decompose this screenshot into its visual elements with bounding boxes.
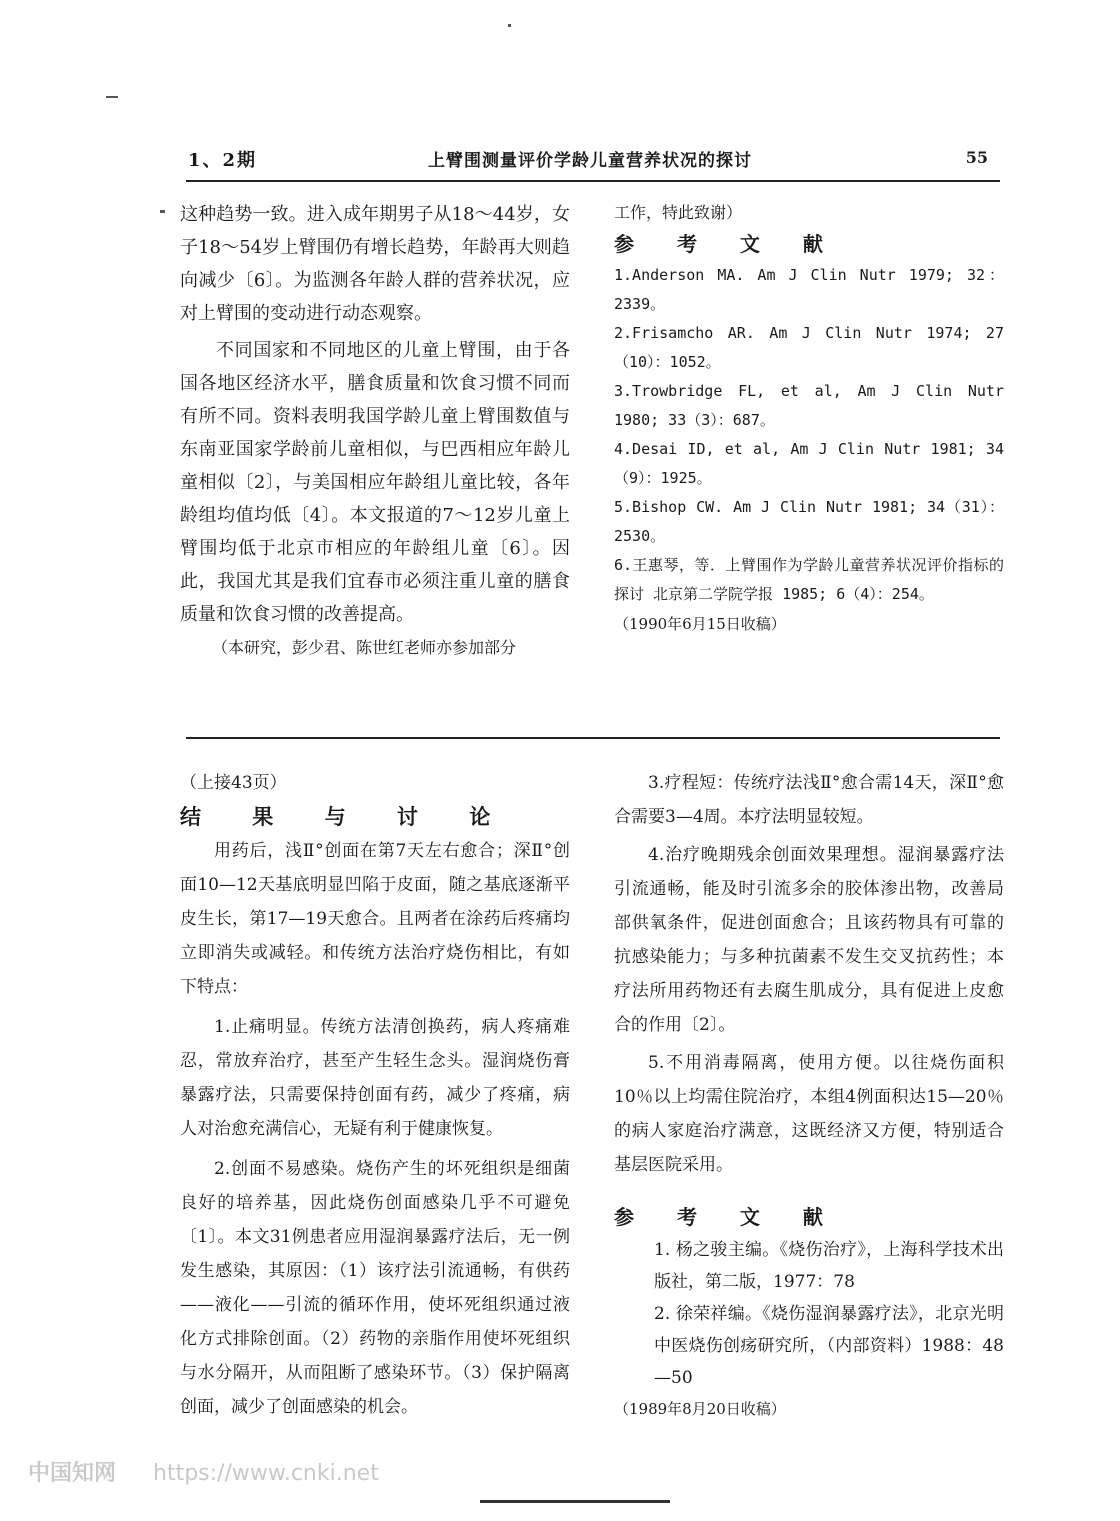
paragraph: 4.治疗晚期残余创面效果理想。湿润暴露疗法引流通畅，能及时引流多余的胶体渗出物，改善局部供氧条件，促进创面愈合；且该药物具有可靠的抗感染能力；与多种抗菌素不发生交叉抗药性；本疗法所用药物还有去腐生肌成分，具有促进上皮愈合的作用〔2〕。	[614, 845, 1004, 1035]
scan-speck	[508, 24, 511, 27]
section-title: 结 果 与 讨 论	[180, 804, 513, 829]
watermark-footer	[28, 1456, 379, 1487]
paragraph: 用药后，浅Ⅱ°创面在第7天左右愈合；深Ⅱ°创面10—12天基底明显凹陷于皮面，随之基底逐渐平皮生长，第17—19天愈合。且两者在涂药后疼痛均立即消失或减轻。和传统方法治疗烧伤相比，有如下特点：	[180, 841, 570, 997]
cnki-url[interactable]: https://www.cnki.net	[153, 1461, 379, 1486]
paragraph: 这种趋势一致。进入成年期男子从18～44岁，女子18～54岁上臂围仍有增长趋势，年龄再大则趋向减少〔6〕。为监测各年龄人群的营养状况，应对上臂围的变动进行动态观察。	[180, 204, 570, 324]
upper-left-column	[180, 198, 570, 663]
reference-item: 6.王惠琴，等．上臂围作为学龄儿童营养状况评价指标的探讨 北京第二学院学报 1985; 6（4）：254。	[614, 556, 1004, 603]
references-heading: 参 考 文 献	[614, 1205, 841, 1229]
received-date: （1990年6月15日收稿）	[614, 615, 786, 633]
paragraph: 5.不用消毒隔离，使用方便。以往烧伤面积10％以上均需住院治疗，本组4例面积达15—20％的病人家庭治疗满意，这既经济又方便，特别适合基层医院采用。	[614, 1053, 1004, 1175]
upper-right-column	[614, 198, 1004, 639]
references-heading: 参 考 文 献	[614, 232, 841, 256]
header-rule	[186, 180, 1000, 182]
reference-item: 1. 杨之骏主编。《烧伤治疗》，上海科学技术出版社，第二版，1977：78	[654, 1240, 1004, 1292]
reference-item: 5.Bishop CW. Am J Clin Nutr 1981; 34（31）：2530。	[614, 498, 1004, 545]
continued-from: （上接43页）	[180, 773, 287, 793]
lower-left-column	[180, 766, 570, 1424]
reference-item: 3.Trowbridge FL, et al, Am J Clin Nutr 1980; 33（3）：687。	[614, 382, 1004, 429]
running-title: 上臂围测量评价学龄儿童营养状况的探讨	[428, 151, 752, 171]
scan-smudge	[480, 1500, 670, 1503]
section-divider	[186, 737, 1000, 739]
lower-right-column	[614, 766, 1004, 1424]
scan-speck	[106, 96, 118, 98]
paragraph: 2.创面不易感染。烧伤产生的坏死组织是细菌良好的培养基，因此烧伤创面感染几乎不可避免〔1〕。本文31例患者应用湿润暴露疗法后，无一例发生感染，其原因：（1）该疗法引流通畅，有供药——液化——引流的循环作用，使坏死组织通过液化方式排除创面。（2）药物的亲脂作用使坏死组织与水分隔开，从而阻断了感染环节。（3）保护隔离创面，减少了创面感染的机会。	[180, 1159, 570, 1417]
reference-item: 2.Frisamcho AR. Am J Clin Nutr 1974; 27（10）：1052。	[614, 324, 1004, 371]
scan-speck	[160, 210, 165, 213]
reference-item: 2. 徐荣祥编。《烧伤湿润暴露疗法》，北京光明中医烧伤创疡研究所，（内部资料）1988：48—50	[654, 1304, 1004, 1388]
reference-item: 1.Anderson MA. Am J Clin Nutr 1979; 32：2339。	[614, 266, 1004, 313]
acknowledgement-continued: 工作，特此致谢）	[614, 203, 743, 222]
page-number: 55	[965, 148, 988, 167]
received-date: （1989年8月20日收稿）	[614, 1400, 786, 1418]
issue-label: 1、2期	[188, 150, 258, 171]
paragraph: 1.止痛明显。传统方法清创换药，病人疼痛难忍，常放弃治疗，甚至产生轻生念头。湿润烧伤膏暴露疗法，只需要保持创面有药，减少了疼痛，病人对治愈充满信心，无疑有利于健康恢复。	[180, 1017, 570, 1139]
cnki-name: 中国知网	[28, 1461, 117, 1486]
acknowledgement-note: （本研究，彭少君、陈世红老师亦参加部分	[212, 638, 517, 657]
reference-item: 4.Desai ID, et al, Am J Clin Nutr 1981; 34（9）：1925。	[614, 440, 1004, 487]
paragraph: 3.疗程短：传统疗法浅Ⅱ°愈合需14天，深Ⅱ°愈合需要3—4周。本疗法明显较短。	[614, 773, 1004, 827]
paragraph: 不同国家和不同地区的儿童上臂围，由于各国各地区经济水平，膳食质量和饮食习惯不同而有所不同。资料表明我国学龄儿童上臂围数值与东南亚国家学龄前儿童相似，与巴西相应年龄儿童相似〔2〕，与美国相应年龄组儿童比较，各年龄组均值均低〔4〕。本文报道的7～12岁儿童上臂围均低于北京市相应的年龄组儿童〔6〕。因此，我国尤其是我们宜春市必须注重儿童的膳食质量和饮食习惯的改善提高。	[180, 340, 570, 625]
running-header	[188, 140, 996, 180]
